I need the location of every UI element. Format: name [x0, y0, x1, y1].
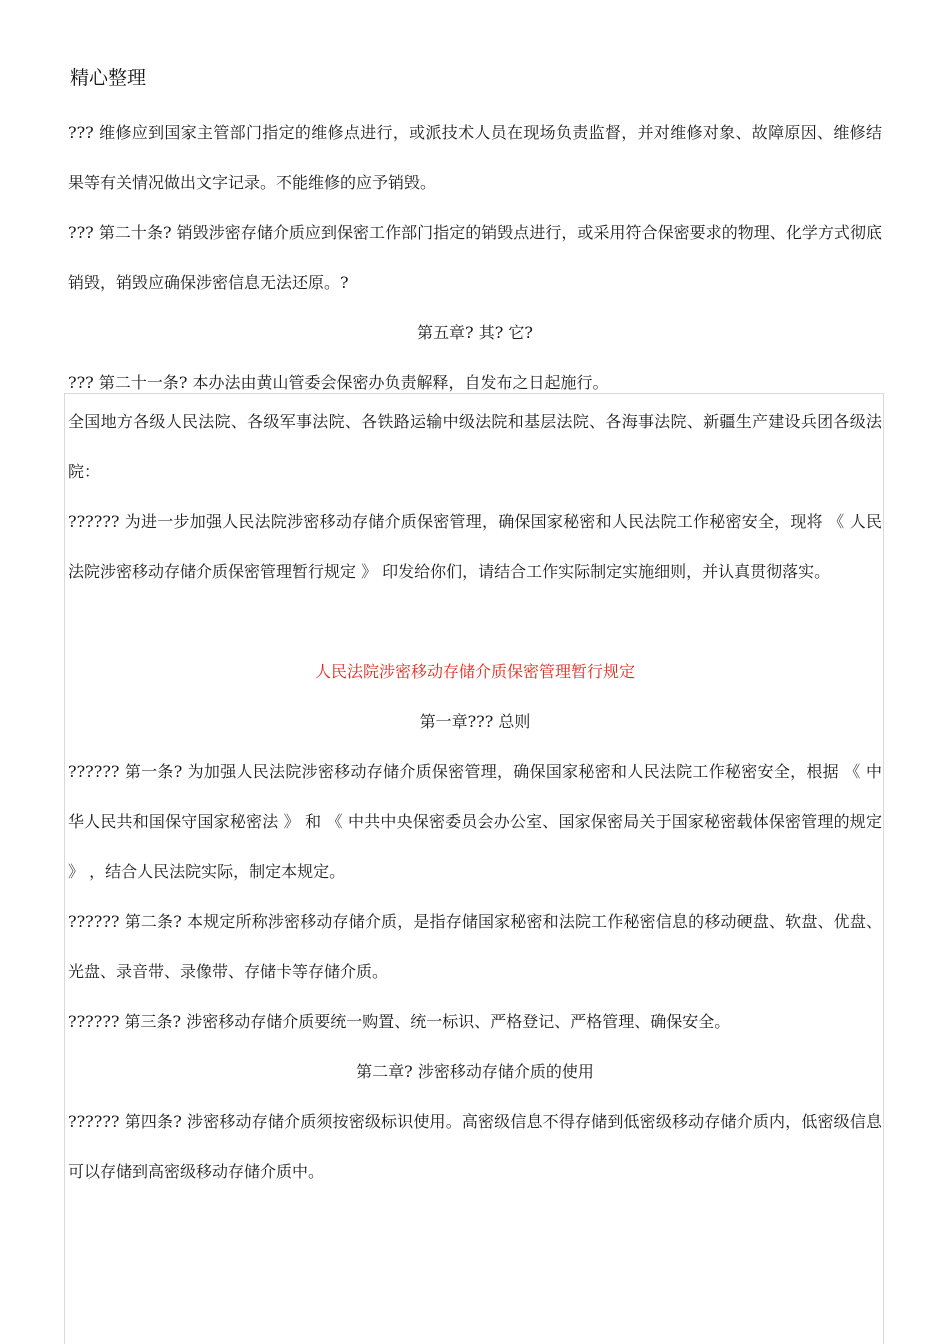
- upper-section: [68, 108, 882, 408]
- article-2: ?????? 第二条? 本规定所称涉密移动存储介质，是指存储国家秘密和法院工作秘密信息的移动硬盘、软盘、优盘、光盘、录音带、录像带、存储卡等存储介质。: [68, 912, 882, 981]
- chapter-2-heading: 第二章? 涉密移动存储介质的使用: [356, 1062, 594, 1081]
- paragraph-repair: ??? 维修应到国家主管部门指定的维修点进行，或派技术人员在现场负责监督，并对维修对象、故障原因、维修结果等有关情况做出文字记录。不能维修的应予销毁。: [68, 123, 882, 192]
- blank-line: [68, 597, 882, 647]
- article-4: ?????? 第四条? 涉密移动存储介质须按密级标识使用。高密级信息不得存储到低密级移动存储介质内，低密级信息可以存储到高密级移动存储介质中。: [68, 1112, 882, 1181]
- addressee-paragraph: 全国地方各级人民法院、各级军事法院、各铁路运输中级法院和基层法院、各海事法院、新疆生产建设兵团各级法院：: [68, 412, 882, 481]
- article-20: ??? 第二十条? 销毁涉密存储介质应到保密工作部门指定的销毁点进行，或采用符合保密要求的物理、化学方式彻底销毁，销毁应确保涉密信息无法还原。?: [68, 223, 882, 292]
- article-3: ?????? 第三条? 涉密移动存储介质要统一购置、统一标识、严格登记、严格管理、确保安全。: [68, 1012, 731, 1031]
- article-1: ?????? 第一条? 为加强人民法院涉密移动存储介质保密管理，确保国家秘密和人民法院工作秘密安全，根据 《 中华人民共和国保守国家秘密法 》 和 《 中共中央保密委员会办公室、国家保密局关于国家秘密载体保密管理的规定 》 ，结合人民法院实际，制定本规定。: [68, 762, 882, 881]
- chapter-5-heading: 第五章? 其? 它?: [417, 323, 533, 342]
- regulation-title: 人民法院涉密移动存储介质保密管理暂行规定: [314, 662, 635, 681]
- article-21: ??? 第二十一条? 本办法由黄山管委会保密办负责解释，自发布之日起施行。: [68, 373, 609, 392]
- chapter-1-heading: 第一章??? 总则: [419, 712, 531, 731]
- page-header: 精心整理: [70, 67, 147, 89]
- lower-section: [68, 397, 882, 1197]
- notice-paragraph: ?????? 为进一步加强人民法院涉密移动存储介质保密管理，确保国家秘密和人民法院工作秘密安全，现将 《 人民法院涉密移动存储介质保密管理暂行规定 》 印发给你们，请结合工作实际制定实施细则，并认真贯彻落实。: [68, 512, 882, 581]
